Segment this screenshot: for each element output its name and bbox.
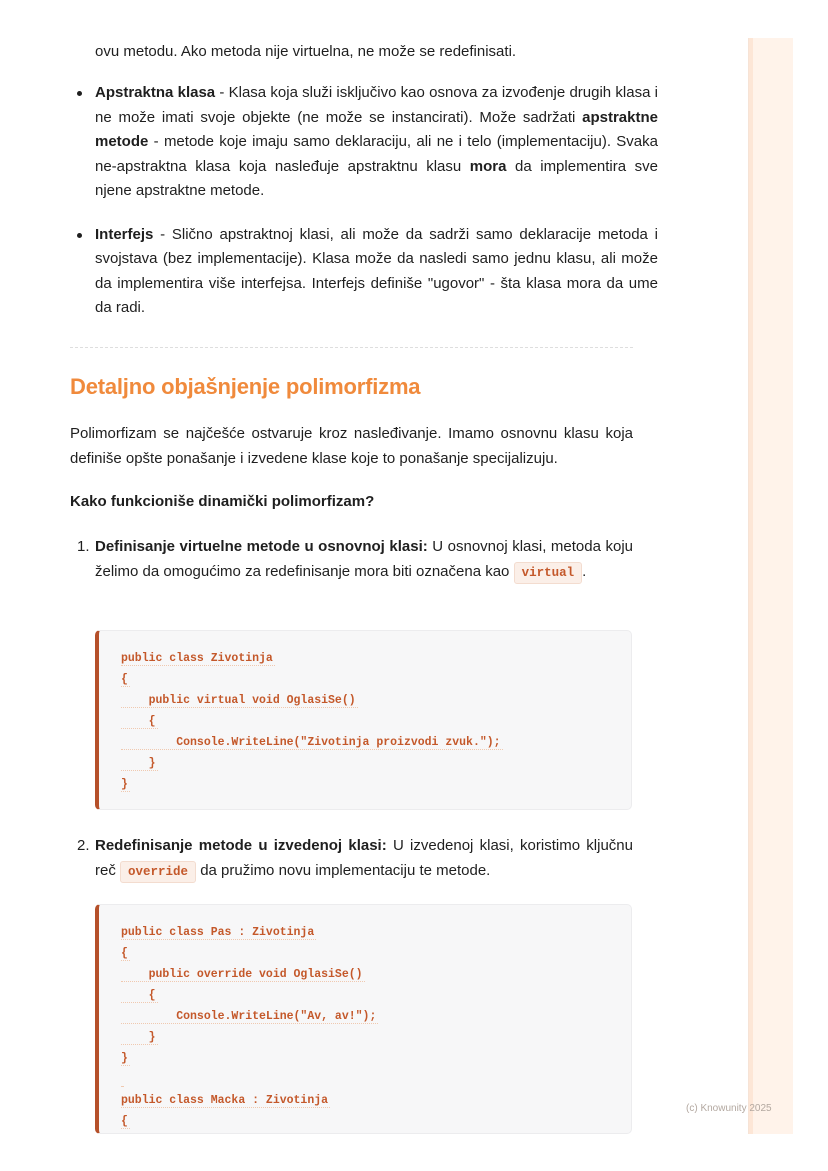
list-item-abstract-class — [95, 81, 658, 204]
code-line — [121, 944, 378, 965]
step-title: Definisanje virtuelne metode u osnovnoj klasi: — [95, 538, 428, 555]
step-1 — [77, 535, 633, 584]
code-line-text: { — [121, 715, 156, 728]
concept-list — [70, 81, 658, 340]
bold-abstract-methods: apstraktne metode — [95, 108, 658, 150]
step-text: da pružimo novu implementaciju te metode. — [196, 861, 491, 879]
code-line-text: public class Pas : Zivotinja — [121, 926, 315, 939]
margin-accent-line — [749, 38, 753, 1134]
step-number: 2. — [77, 837, 90, 854]
intro-line: ovu metodu. Ako metoda nije virtuelna, ne može se redefinisati. — [95, 43, 517, 60]
term-interface: Interfejs — [95, 225, 154, 243]
page-margin-strip — [748, 38, 793, 1134]
code-line — [121, 649, 503, 670]
code-line-text — [121, 1073, 123, 1087]
code-line — [121, 1007, 378, 1028]
code-line-text: } — [121, 778, 128, 791]
code-line — [121, 965, 378, 986]
section-divider — [70, 347, 633, 348]
code-line — [121, 923, 378, 944]
code-line-text: { — [121, 947, 128, 960]
term-abstract-class: Apstraktna klasa — [95, 84, 216, 101]
code-line-text: public virtual void OglasiSe() — [121, 694, 356, 707]
code-line — [121, 691, 503, 712]
step-text: U osnovnoj klasi, metoda koju želimo da omogućimo za redefinisanje mora biti označena kao — [95, 538, 633, 580]
inline-code-override: override — [120, 861, 196, 883]
code-block-derived-classes — [95, 904, 632, 1134]
code-line — [121, 712, 503, 733]
code-line-text: { — [121, 989, 156, 1002]
code-line-text: } — [121, 757, 156, 770]
code-block-base-class — [95, 630, 632, 810]
code-line — [121, 775, 503, 796]
code-line — [121, 1070, 378, 1091]
code-line-text: } — [121, 1052, 128, 1065]
list-item-text: - Slično apstraktnoj klasi, ali može da sadrži samo deklaracije metoda i svojstava (bez implementacije). Klasa može da nasledi samo jednu klasu, ali može da implementira više interfejsa. Interfejs definiše "ugovor" - šta klasa mora da ume da radi. — [95, 225, 658, 316]
code-line — [121, 986, 378, 1007]
code-line-text: { — [121, 673, 128, 686]
list-item-text: - Klasa koja služi isključivo kao osnova za izvođenje drugih klasa i ne može imati svoje objekte (ne može se instancirati). Može sadržati — [95, 84, 658, 126]
bold-must: mora — [469, 157, 507, 175]
list-item-text: da implementira sve njene apstraktne metode. — [95, 157, 658, 199]
code-line — [121, 754, 503, 775]
step-text: . — [582, 562, 587, 580]
list-item-text: - metode koje imaju samo deklaraciju, ali ne i telo (implementaciju). Svaka ne-apstraktna klasa koja nasleđuje apstraktnu klasu — [95, 133, 658, 175]
list-item-interface — [95, 223, 658, 321]
code-line-text: public class Zivotinja — [121, 652, 273, 665]
step-text: U izvedenoj klasi, koristimo ključnu reč — [95, 837, 633, 879]
code-lines — [121, 649, 503, 796]
code-line — [121, 1112, 378, 1133]
step-2 — [77, 834, 633, 883]
watermark: (c) Knowunity 2025 — [686, 1103, 772, 1114]
code-line — [121, 1091, 378, 1112]
code-line-text: public override void OglasiSe() — [121, 968, 363, 981]
subheading: Kako funkcioniše dinamički polimorfizam? — [70, 493, 375, 510]
code-line-text: { — [121, 1115, 128, 1128]
step-title: Redefinisanje metode u izvedenoj klasi: — [95, 837, 387, 854]
section-title: Detaljno objašnjenje polimorfizma — [70, 374, 421, 399]
inline-code-virtual: virtual — [514, 562, 583, 584]
code-line — [121, 1028, 378, 1049]
code-line — [121, 670, 503, 691]
code-line-text: } — [121, 1031, 156, 1044]
code-line — [121, 1049, 378, 1070]
code-lines — [121, 923, 378, 1133]
code-line — [121, 733, 503, 754]
step-number: 1. — [77, 538, 90, 555]
code-line-text: public class Macka : Zivotinja — [121, 1094, 329, 1107]
section-intro: Polimorfizam se najčešće ostvaruje kroz nasleđivanje. Imamo osnovnu klasu koja definiše opšte ponašanje i izvedene klase koje to ponašanje specijalizuju. — [70, 425, 633, 467]
code-line-text: Console.WriteLine("Av, av!"); — [121, 1010, 377, 1023]
code-line-text: Console.WriteLine("Zivotinja proizvodi zvuk."); — [121, 736, 501, 749]
